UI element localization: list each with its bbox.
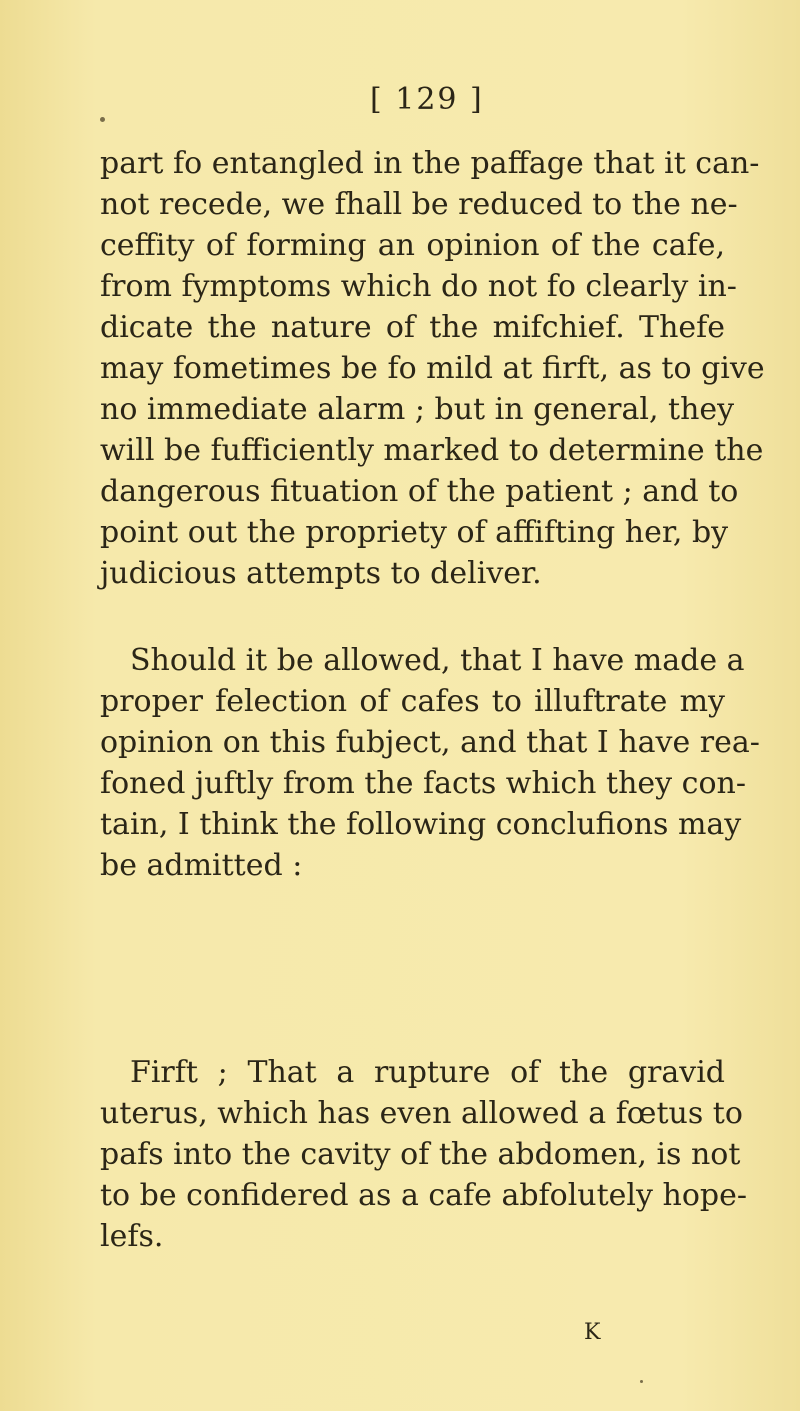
- text-line: not recede, we fhall be reduced to the ne-: [100, 187, 738, 222]
- ink-speck: [100, 117, 105, 122]
- text-line: point out the propriety of affifting her, by: [100, 515, 729, 550]
- paragraph-1: [100, 143, 765, 594]
- text-line: may fometimes be fo mild at firft, as to give: [100, 351, 765, 386]
- catchword: K: [584, 1320, 601, 1345]
- text-line: be admitted :: [100, 848, 303, 883]
- page-number: [ 129 ]: [370, 82, 484, 117]
- ink-speck: [640, 1380, 643, 1383]
- text-line: ceffity of forming an opinion of the cafe,: [100, 228, 725, 263]
- text-line: part fo entangled in the paffage that it can-: [100, 146, 760, 181]
- text-line: Should it be allowed, that I have made a: [130, 643, 745, 678]
- text-line: pafs into the cavity of the abdomen, is not: [100, 1137, 741, 1172]
- text-line: uterus, which has even allowed a fœtus to: [100, 1096, 743, 1131]
- text-line: dicate the nature of the mifchief. Thefe: [100, 310, 725, 345]
- paragraph-3: [100, 1052, 747, 1257]
- text-line: opinion on this fubject, and that I have rea-: [100, 725, 760, 760]
- text-line: no immediate alarm ; but in general, they: [100, 392, 735, 427]
- text-line: lefs.: [100, 1219, 164, 1254]
- text-line: to be confidered as a cafe abfolutely hope-: [100, 1178, 747, 1213]
- text-line: from fymptoms which do not fo clearly in-: [100, 269, 737, 304]
- text-line: foned juftly from the facts which they con-: [100, 766, 746, 801]
- text-line: Firft ; That a rupture of the gravid: [130, 1055, 725, 1090]
- text-line: dangerous fituation of the patient ; and to: [100, 474, 739, 509]
- text-line: judicious attempts to deliver.: [100, 556, 542, 591]
- paragraph-2: [100, 640, 760, 886]
- text-line: will be fufficiently marked to determine the: [100, 433, 764, 468]
- text-line: proper felection of cafes to illuftrate my: [100, 684, 725, 719]
- text-line: tain, I think the following conclufions may: [100, 807, 742, 842]
